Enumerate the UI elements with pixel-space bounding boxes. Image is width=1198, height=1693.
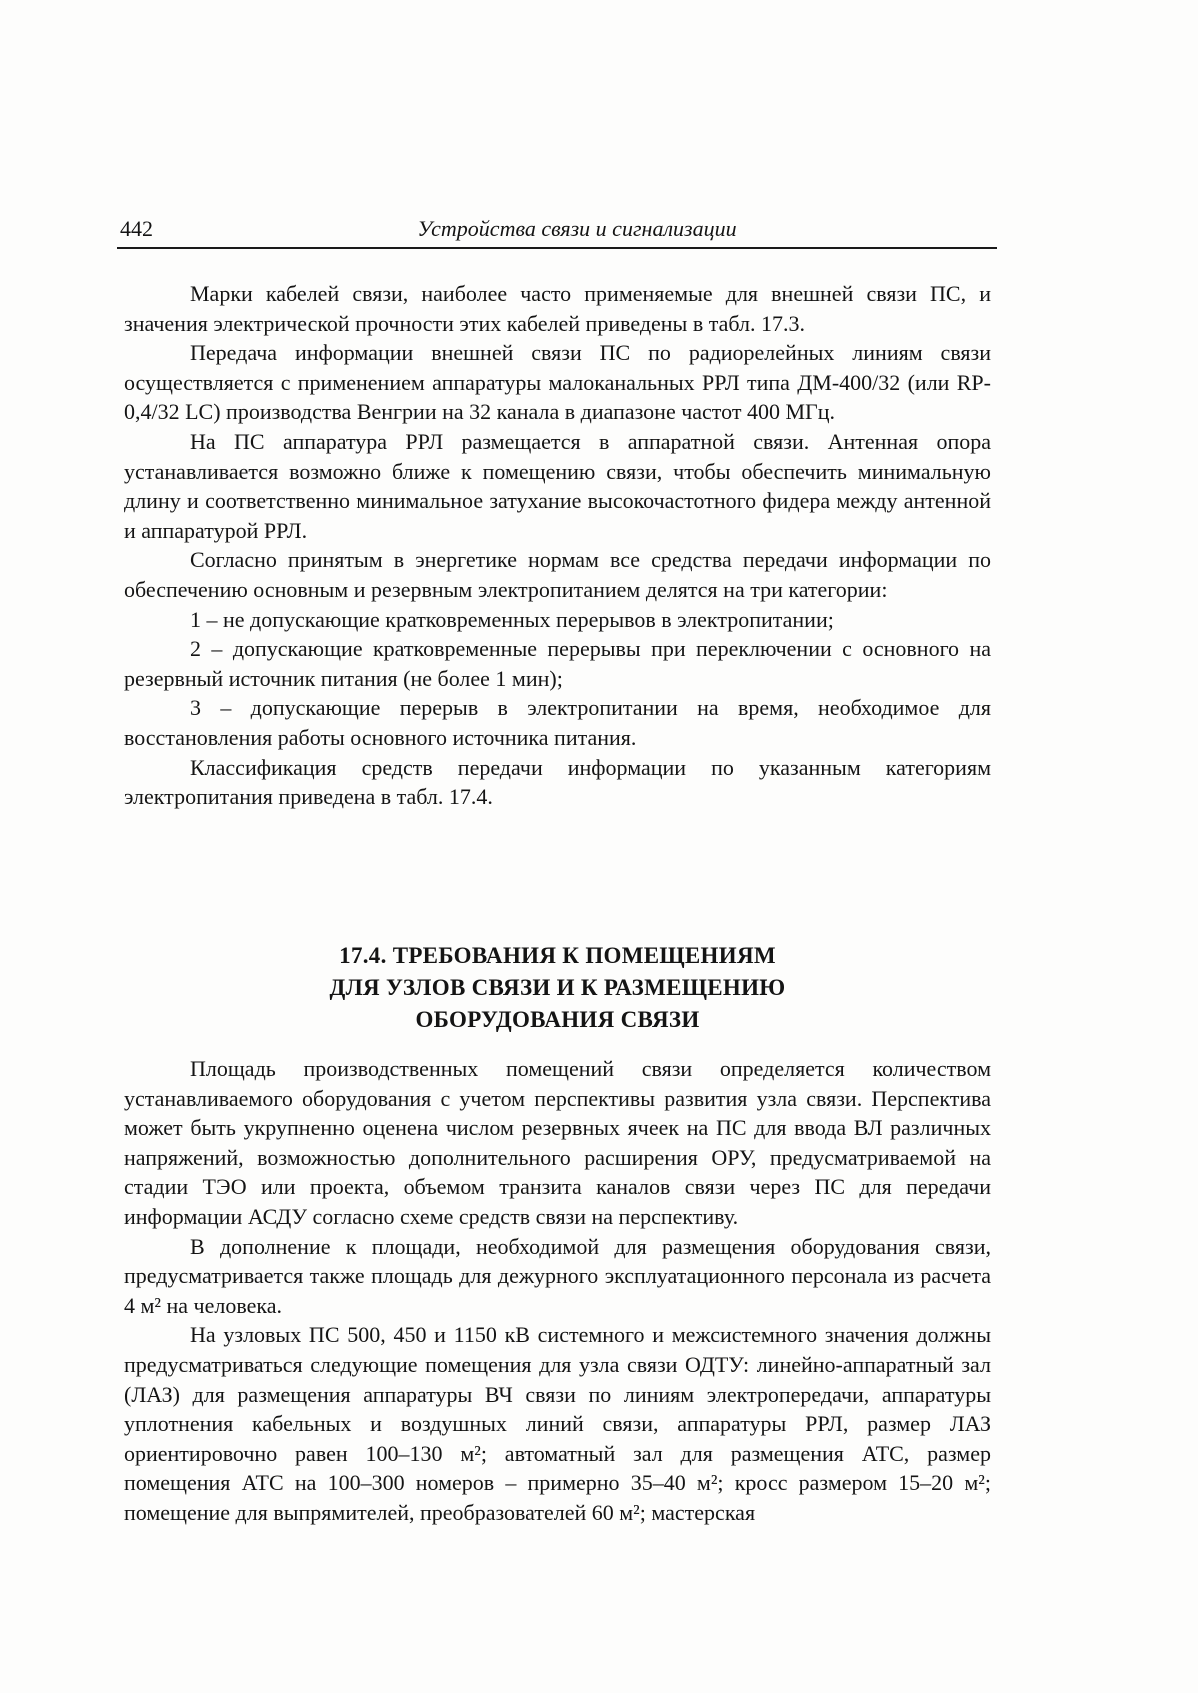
paragraph: Марки кабелей связи, наиболее часто применяемые для внешней связи ПС, и значения электрической прочности этих кабелей приведены в табл. 17.3. [124, 281, 991, 336]
page-number: 442 [120, 216, 153, 241]
paragraph: Согласно принятым в энергетике нормам все средства передачи информации по обеспечению основным и резервным электропитанием делятся на три категории: [124, 547, 991, 602]
paragraph: Передача информации внешней связи ПС по радиорелейных линиям связи осуществляется с применением аппаратуры малоканальных РРЛ типа ДМ-400/32 (или RP-0,4/32 LC) производства Венгрии на 32 канала в диапазоне частот 400 МГц. [124, 340, 991, 425]
page-header [117, 213, 997, 249]
list-item: 2 – допускающие кратковременные перерывы при переключении с основного на резервный источник питания (не более 1 мин); [124, 636, 991, 691]
paragraph: Классификация средств передачи информации по указанным категориям электропитания приведена в табл. 17.4. [124, 754, 991, 810]
section-heading-line: 17.4. ТРЕБОВАНИЯ К ПОМЕЩЕНИЯМ [339, 943, 776, 968]
section-heading-line: ОБОРУДОВАНИЯ СВЯЗИ [415, 1007, 700, 1032]
list-item: 3 – допускающие перерыв в электропитании на время, необходимое для восстановления работы основного источника питания. [124, 695, 991, 750]
list-item: 1 – не допускающие кратковременных перерывов в электропитании; [190, 606, 834, 632]
paragraph: На ПС аппаратура РРЛ размещается в аппаратной связи. Антенная опора устанавливается возможно ближе к помещению связи, чтобы обеспечить минимальную длину и соответственно минимальное затухание высокочастотного фидера между антенной и аппаратурой РРЛ. [124, 428, 991, 543]
paragraph: Площадь производственных помещений связи определяется количеством устанавливаемого оборудования с учетом перспективы развития узла связи. Перспектива может быть укрупненно оценена числом резервных ячеек на ПС для ввода ВЛ различных напряжений, возможностью дополнительного расширения ОРУ, предусматриваемой на стадии ТЭО или проекта, объемом транзита каналов связи через ПС для передачи информации АСДУ согласно схеме средств связи на перспективу. [124, 1056, 991, 1229]
running-title: Устройства связи и сигнализации [417, 216, 737, 241]
section-heading-line: ДЛЯ УЗЛОВ СВЯЗИ И К РАЗМЕЩЕНИЮ [329, 975, 786, 1000]
body-text-top [124, 279, 991, 812]
body-text-bottom [124, 1054, 991, 1528]
section-heading [124, 940, 991, 1036]
paragraph: В дополнение к площади, необходимой для размещения оборудования связи, предусматривается также площадь для дежурного эксплуатационного персонала из расчета 4 м² на человека. [124, 1233, 991, 1318]
paragraph: На узловых ПС 500, 450 и 1150 кВ системного и межсистемного значения должны предусматриваться следующие помещения для узла связи ОДТУ: линейно-аппаратный зал (ЛАЗ) для размещения аппаратуры ВЧ связи по линиям электропередачи, аппаратуры уплотнения кабельных и воздушных линий связи, аппаратуры РРЛ, размер ЛАЗ ориентировочно равен 100–130 м²; автоматный зал для размещения АТС, размер помещения АТС на 100–300 номеров – примерно 35–40 м²; кросс размером 15–20 м²; помещение для выпрямителей, преобразователей 60 м²; мастерская [124, 1322, 991, 1525]
